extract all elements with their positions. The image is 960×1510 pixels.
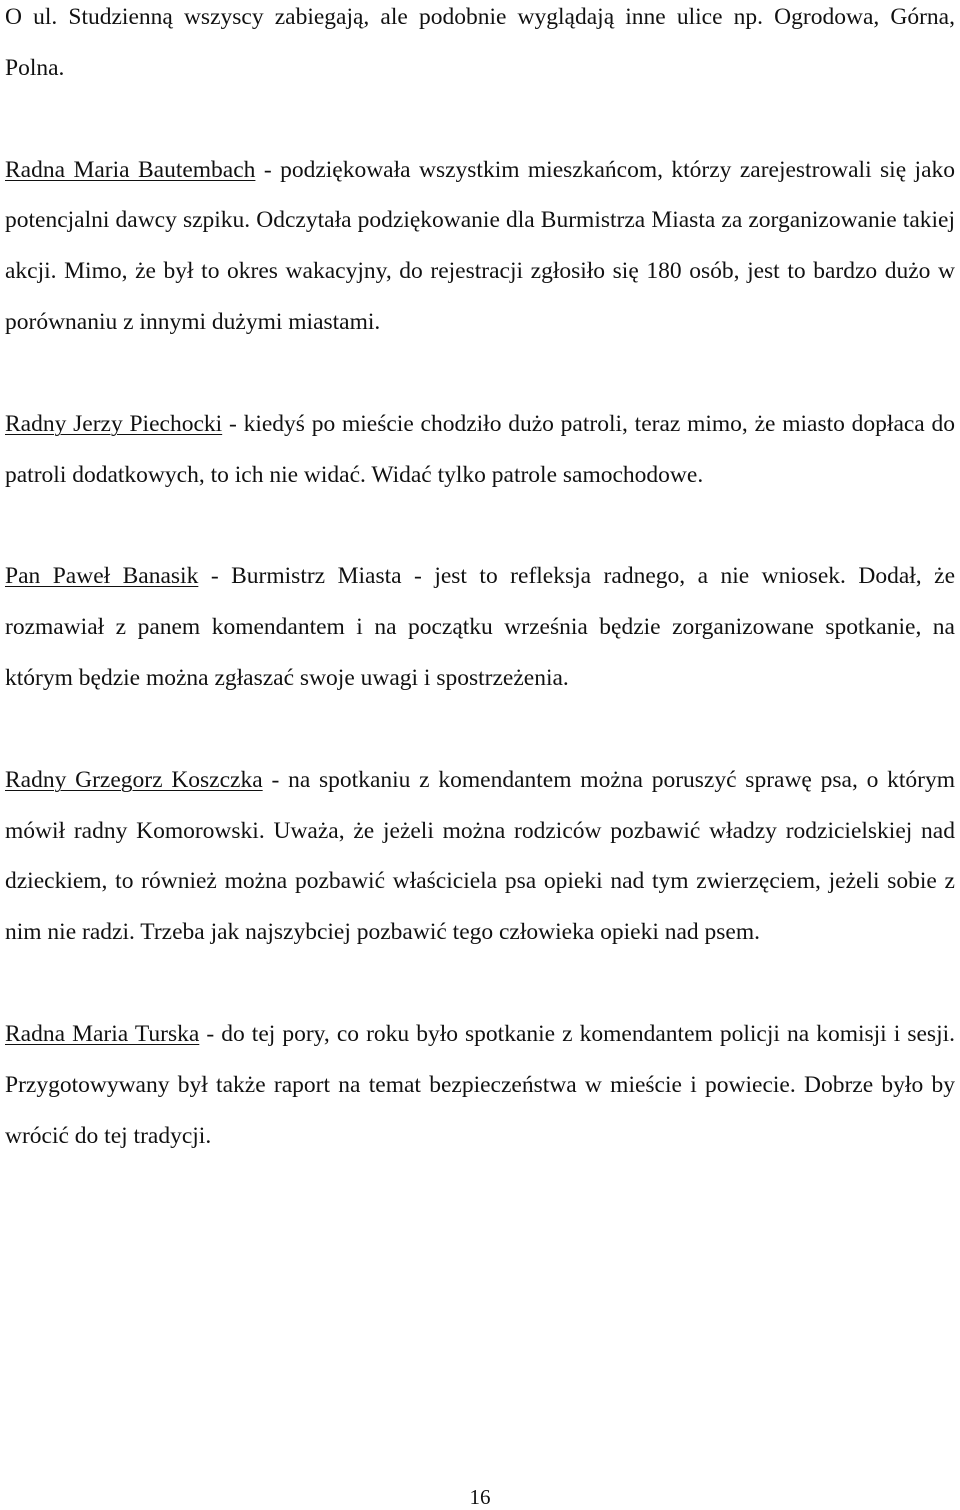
paragraph-text: O ul. Studzienną wszyscy zabiegają, ale podobnie wyglądają inne ulice np. Ogrodowa, Górna, Polna. — [5, 4, 955, 81]
paragraph-1 — [5, 0, 955, 94]
document-page — [5, 0, 955, 1212]
speaker-name: Radna Maria Bautembach — [5, 156, 256, 183]
paragraph-3 — [5, 399, 955, 501]
speaker-separator: - — [222, 410, 244, 437]
speaker-name: Radny Grzegorz Koszczka — [5, 766, 263, 793]
speaker-name: Pan Paweł Banasik — [5, 563, 199, 590]
paragraph-5 — [5, 755, 955, 958]
speaker-separator: - — [262, 766, 289, 793]
paragraph-text: do tej pory, co roku było spotkanie z komendantem policji na komisji i sesji. Przygotowywany był także raport na temat bezpieczeństwa w mieście i powiecie. Dobrze było by wrócić do tej tradycji. — [5, 1020, 956, 1149]
paragraph-text: Burmistrz Miasta - jest to refleksja radnego, a nie wniosek. Dodał, że rozmawiał z panem komendantem i na początku września będzie zorganizowane spotkanie, na którym będzie można zgłaszać swoje uwagi i spostrzeżenia. — [5, 563, 956, 691]
paragraph-6 — [5, 1009, 955, 1161]
speaker-name: Radny Jerzy Piechocki — [5, 410, 223, 437]
paragraph-text: kiedyś po mieście chodziło dużo patroli, teraz mimo, że miasto dopłaca do patroli dodatkowych, to ich nie widać. Widać tylko patrole samochodowe. — [5, 410, 956, 488]
paragraph-4 — [5, 551, 955, 703]
speaker-name: Radna Maria Turska — [5, 1020, 200, 1047]
paragraph-text: podziękowała wszystkim mieszkańcom, którzy zarejestrowali się jako potencjalni dawcy szpiku. Odczytała podziękowanie dla Burmistrza Miasta za zorganizowanie takiej akcji. Mimo, że był to okres wakacyjny, do rejestracji zgłosiło się 180 osób, jest to bardzo dużo w porównaniu z innymi dużymi miastami. — [5, 156, 955, 335]
speaker-separator: - — [255, 156, 281, 183]
speaker-separator: - — [198, 563, 232, 590]
page-number: 16 — [469, 1485, 491, 1509]
speaker-separator: - — [199, 1020, 222, 1047]
paragraph-text: na spotkaniu z komendantem można poruszyć sprawę psa, o którym mówił radny Komorowski. Uważa, że jeżeli można rodziców pozbawić władzy rodzicielskiej nad dzieckiem, to również można pozbawić właściciela psa opieki nad tym zwierzęciem, jeżeli sobie z nim nie radzi. Trzeba jak najszybciej pozbawić tego człowieka opieki nad psem. — [5, 766, 956, 946]
paragraph-2 — [5, 145, 955, 348]
